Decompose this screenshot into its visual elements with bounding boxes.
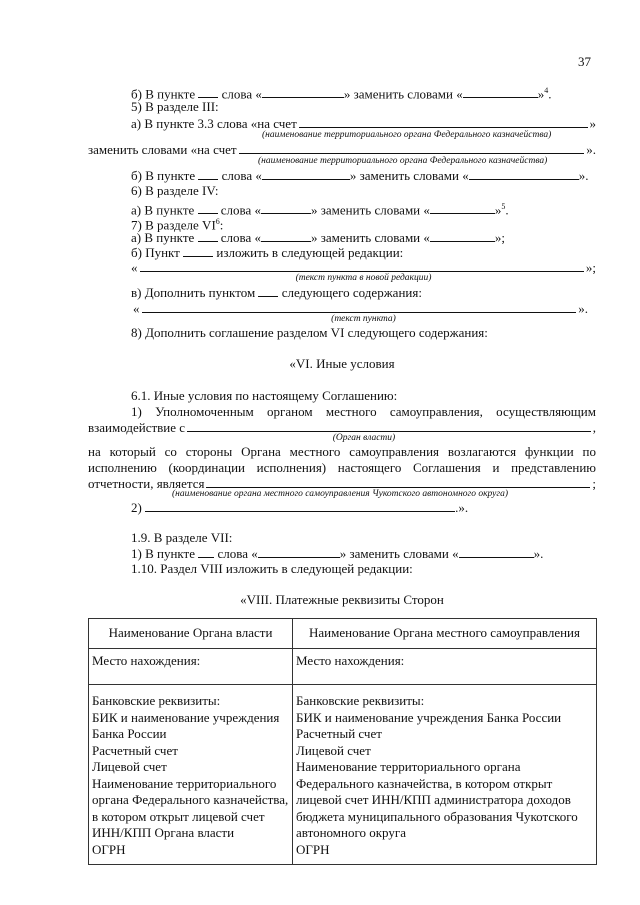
text-segment: слова « bbox=[220, 230, 262, 245]
blank-field-line bbox=[469, 168, 579, 180]
text-segment: изложить в следующей редакции: bbox=[216, 245, 404, 260]
caption-item-text: (текст пункта) bbox=[331, 314, 396, 324]
text-line: исполнению (координации исполнения) настоящего Соглашения и представлению bbox=[88, 460, 596, 475]
text-segment: ОГРН bbox=[296, 841, 330, 857]
text-segment bbox=[89, 619, 597, 649]
text-segment: в) Дополнить пунктом bbox=[131, 285, 259, 300]
text-segment: . bbox=[505, 202, 509, 218]
blank-field-line bbox=[145, 500, 455, 512]
text-segment: Федерального казначейства, в котором открыт bbox=[296, 775, 553, 791]
authority-details-cell bbox=[89, 685, 293, 865]
text-segment: » заменить словами « bbox=[339, 546, 459, 561]
text-segment: » заменить словами « bbox=[311, 230, 430, 245]
text-segment: Лицевой счет bbox=[92, 759, 167, 774]
text-segment: Наименование территориального bbox=[92, 775, 277, 791]
text-segment: б) В пункте bbox=[131, 86, 199, 102]
section-iii: 5) В разделе III: bbox=[131, 99, 219, 114]
blank-field-line bbox=[258, 285, 278, 297]
blank-field-line bbox=[187, 420, 591, 432]
text-segment bbox=[89, 619, 597, 865]
text-segment: Расчетный счет bbox=[296, 726, 382, 741]
text-segment: ОГРН bbox=[92, 841, 126, 857]
table-header: Наименование Органа местного самоуправления bbox=[293, 619, 597, 649]
text-segment: » bbox=[537, 86, 545, 102]
clause-b-2 bbox=[131, 168, 596, 184]
footnote-ref: 4 bbox=[544, 86, 549, 95]
clause-1-9: 1.9. В разделе VII: bbox=[131, 530, 233, 545]
clause-b-vi bbox=[131, 245, 596, 261]
clause-6-1-1: 1) Уполномоченным органом местного самоуправления, осуществляющим bbox=[131, 404, 596, 419]
blank-field-line bbox=[183, 245, 213, 257]
payment-details-table bbox=[88, 618, 597, 865]
text-segment: а) В пункте 3.3 слова «на счет bbox=[131, 116, 297, 131]
text-segment: слова « bbox=[220, 202, 262, 218]
text-segment: , bbox=[592, 420, 596, 435]
text-segment: 5 bbox=[501, 202, 506, 211]
text-segment: : bbox=[219, 217, 224, 233]
blank-field-line bbox=[198, 230, 218, 242]
text-segment bbox=[89, 685, 597, 865]
text-segment: следующего содержания: bbox=[281, 285, 422, 300]
municipality-details-cell bbox=[293, 685, 597, 865]
text-segment: слова « bbox=[221, 86, 262, 102]
text-segment: ИНН/КПП Органа власти bbox=[92, 825, 235, 840]
section-vi-heading: «VI. Иные условия bbox=[289, 356, 395, 371]
text-segment: » bbox=[589, 116, 596, 131]
location-cell: Место нахождения: bbox=[89, 649, 293, 685]
text-segment: заменить словами «на счет bbox=[88, 142, 237, 157]
text-segment: лицевой счет ИНН/КПП администратора доходов bbox=[296, 792, 571, 807]
clause-6-1: 6.1. Иные условия по настоящему Соглашению: bbox=[131, 388, 398, 403]
text-segment: слова « bbox=[221, 168, 262, 183]
clause-1-10: 1.10. Раздел VIII изложить в следующей редакции: bbox=[131, 561, 413, 576]
text-segment: Банковские реквизиты: bbox=[92, 693, 221, 708]
text-segment: ; bbox=[592, 476, 596, 491]
text-segment: ». bbox=[533, 546, 544, 561]
caption-fk-1: (наименование территориального органа Федерального казначейства) bbox=[262, 130, 552, 140]
page-number: 37 bbox=[578, 54, 591, 69]
clause-a-vi bbox=[131, 230, 596, 246]
text-segment: ». bbox=[586, 142, 596, 157]
caption-new-text: (текст пункта в новой редакции) bbox=[295, 273, 432, 283]
text-segment: Лицевой счет bbox=[296, 742, 371, 758]
blank-field-line bbox=[430, 230, 495, 242]
section-iv: 6) В разделе IV: bbox=[131, 183, 219, 198]
text-segment: автономного округа bbox=[296, 825, 406, 840]
clause-v-vi bbox=[131, 285, 596, 301]
text-segment: .». bbox=[455, 500, 469, 515]
text-segment: 6 bbox=[215, 217, 220, 226]
blank-field-line bbox=[258, 546, 340, 558]
location-cell: Место нахождения: bbox=[293, 649, 597, 685]
text-segment: БИК и наименование учреждения bbox=[92, 709, 280, 725]
text-segment: Банка России bbox=[92, 726, 167, 741]
text-segment: 2) bbox=[131, 500, 146, 515]
text-segment: отчетности, является bbox=[88, 476, 205, 491]
text-segment: » заменить словами « bbox=[343, 86, 463, 102]
blank-field-line bbox=[299, 116, 588, 128]
blank-field-line bbox=[198, 86, 218, 98]
blank-field-line bbox=[262, 86, 344, 98]
blank-field-line bbox=[261, 202, 311, 214]
blank-field-line bbox=[198, 168, 218, 180]
blank-field-line bbox=[459, 546, 534, 558]
text-segment: бюджета муниципального образования Чукотского bbox=[296, 808, 578, 824]
text-segment: 7) В разделе VI bbox=[131, 217, 216, 233]
blank-field-line bbox=[239, 142, 585, 154]
text-segment: » заменить словами « bbox=[349, 168, 469, 183]
text-segment: Расчетный счет bbox=[92, 742, 178, 758]
text-segment: »; bbox=[585, 260, 596, 275]
text-segment: БИК и наименование учреждения Банка России bbox=[296, 709, 562, 725]
blank-field-line bbox=[206, 476, 590, 488]
text-segment bbox=[89, 649, 597, 685]
text-segment: » заменить словами « bbox=[311, 202, 430, 218]
blank-field-line bbox=[262, 168, 350, 180]
text-segment: а) В пункте bbox=[131, 230, 198, 245]
text-segment: » bbox=[494, 202, 502, 218]
text-segment: б) Пункт bbox=[131, 245, 184, 260]
section-viii-heading: «VIII. Платежные реквизиты Сторон bbox=[240, 592, 444, 607]
caption-mo: (наименование органа местного самоуправления Чукотского автономного округа) bbox=[172, 489, 509, 499]
text-segment: Наименование территориального органа bbox=[296, 759, 521, 774]
blank-field-line bbox=[261, 230, 311, 242]
text-segment: . bbox=[548, 86, 552, 102]
clause-6-1-2 bbox=[131, 500, 596, 516]
text-segment: « bbox=[131, 260, 138, 275]
text-segment: б) В пункте bbox=[131, 168, 199, 183]
table-header: Наименование Органа власти bbox=[89, 619, 293, 649]
text-line: на который со стороны Органа местного самоуправления возлагаются функции по bbox=[88, 444, 596, 459]
text-segment: 1) В пункте bbox=[131, 546, 199, 561]
blank-field-line bbox=[142, 301, 577, 313]
blank-field-line bbox=[430, 202, 495, 214]
blank-field-line bbox=[463, 86, 538, 98]
text-segment: в котором открыт лицевой счет bbox=[92, 808, 265, 824]
text-segment: Банковские реквизиты: bbox=[296, 693, 425, 708]
text-segment: а) В пункте bbox=[131, 202, 198, 218]
text-segment: ». bbox=[578, 168, 589, 183]
text-segment: органа Федерального казначейства, bbox=[92, 792, 289, 807]
blank-field-line bbox=[198, 546, 214, 558]
clause-1-9-1 bbox=[131, 546, 596, 562]
clause-8: 8) Дополнить соглашение разделом VI следующего содержания: bbox=[131, 325, 488, 340]
text-segment: »; bbox=[494, 230, 506, 245]
caption-fk-2: (наименование территориального органа Федерального казначейства) bbox=[258, 156, 548, 166]
blank-field-line bbox=[140, 260, 584, 272]
caption-organ: (Орган власти) bbox=[332, 433, 396, 443]
text-segment: « bbox=[133, 301, 140, 316]
blank-field-line bbox=[198, 202, 218, 214]
text-segment: слова « bbox=[217, 546, 258, 561]
text-segment: взаимодействие с bbox=[88, 420, 186, 435]
text-segment: ». bbox=[578, 301, 588, 316]
